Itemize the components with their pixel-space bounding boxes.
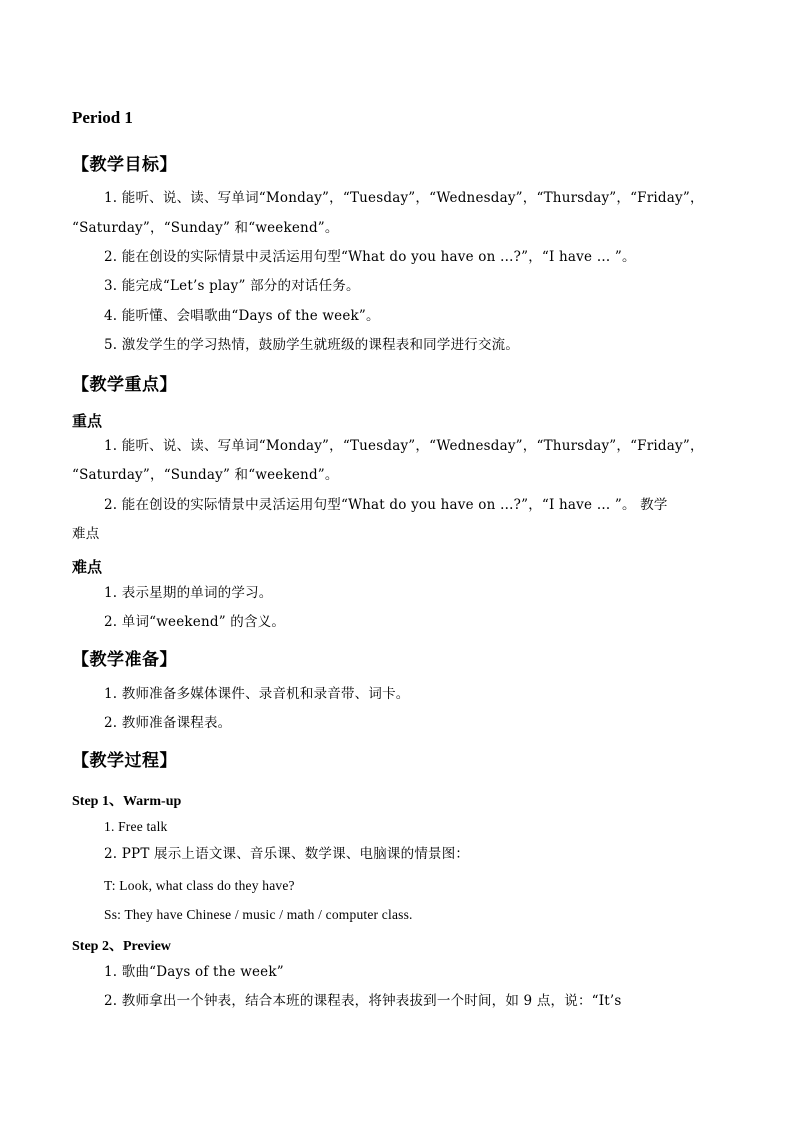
- goal-1-line-a: 1. 能听、说、读、写单词“Monday”，“Tuesday”，“Wednesday”，“Thursday”，“Friday”，: [104, 190, 704, 206]
- step-1-item-1: 1. Free talk: [104, 819, 168, 834]
- goal-5: 5. 激发学生的学习热情，鼓励学生就班级的课程表和同学进行交流。: [104, 337, 520, 353]
- step-2-heading: Step 2、Preview: [72, 939, 171, 954]
- step-2-item-1: 1. 歌曲“Days of the week”: [104, 964, 284, 980]
- step-1-dialog-ss: Ss: They have Chinese / music / math / computer class.: [104, 907, 413, 922]
- section-heading-key: 【教学重点】: [72, 375, 177, 395]
- subheading-difficulties: 难点: [72, 558, 103, 576]
- subheading-key-points: 重点: [72, 412, 103, 430]
- step-2-item-2: 2. 教师拿出一个钟表，结合本班的课程表，将钟表拔到一个时间，如 9 点，说：“It’s: [104, 993, 622, 1009]
- key-1-line-b: “Saturday”，“Sunday” 和“weekend”。: [72, 467, 339, 483]
- step-1-dialog-t: T: Look, what class do they have?: [104, 878, 295, 893]
- key-2-line-a: 2. 能在创设的实际情景中灵活运用句型“What do you have on …?”，“I have … ”。 教学: [104, 497, 668, 513]
- key-2-line-b: 难点: [72, 526, 100, 542]
- step-1-item-2: 2. PPT 展示上语文课、音乐课、数学课、电脑课的情景图：: [104, 846, 470, 862]
- section-heading-goals: 【教学目标】: [72, 155, 177, 175]
- prep-1: 1. 教师准备多媒体课件、录音机和录音带、词卡。: [104, 686, 410, 702]
- goal-2: 2. 能在创设的实际情景中灵活运用句型“What do you have on …?”，“I have … ”。: [104, 249, 636, 265]
- goal-4: 4. 能听懂、会唱歌曲“Days of the week”。: [104, 308, 380, 324]
- prep-2: 2. 教师准备课程表。: [104, 715, 232, 731]
- section-heading-prep: 【教学准备】: [72, 650, 177, 670]
- goal-3: 3. 能完成“Let’s play” 部分的对话任务。: [104, 278, 360, 294]
- difficulty-2: 2. 单词“weekend” 的含义。: [104, 614, 286, 630]
- key-1-line-a: 1. 能听、说、读、写单词“Monday”，“Tuesday”，“Wednesday”，“Thursday”，“Friday”，: [104, 438, 704, 454]
- step-1-heading: Step 1、Warm-up: [72, 794, 182, 809]
- goal-1-line-b: “Saturday”，“Sunday” 和“weekend”。: [72, 220, 339, 236]
- section-heading-process: 【教学过程】: [72, 751, 177, 771]
- difficulty-1: 1. 表示星期的单词的学习。: [104, 585, 273, 601]
- page-title: Period 1: [72, 108, 133, 127]
